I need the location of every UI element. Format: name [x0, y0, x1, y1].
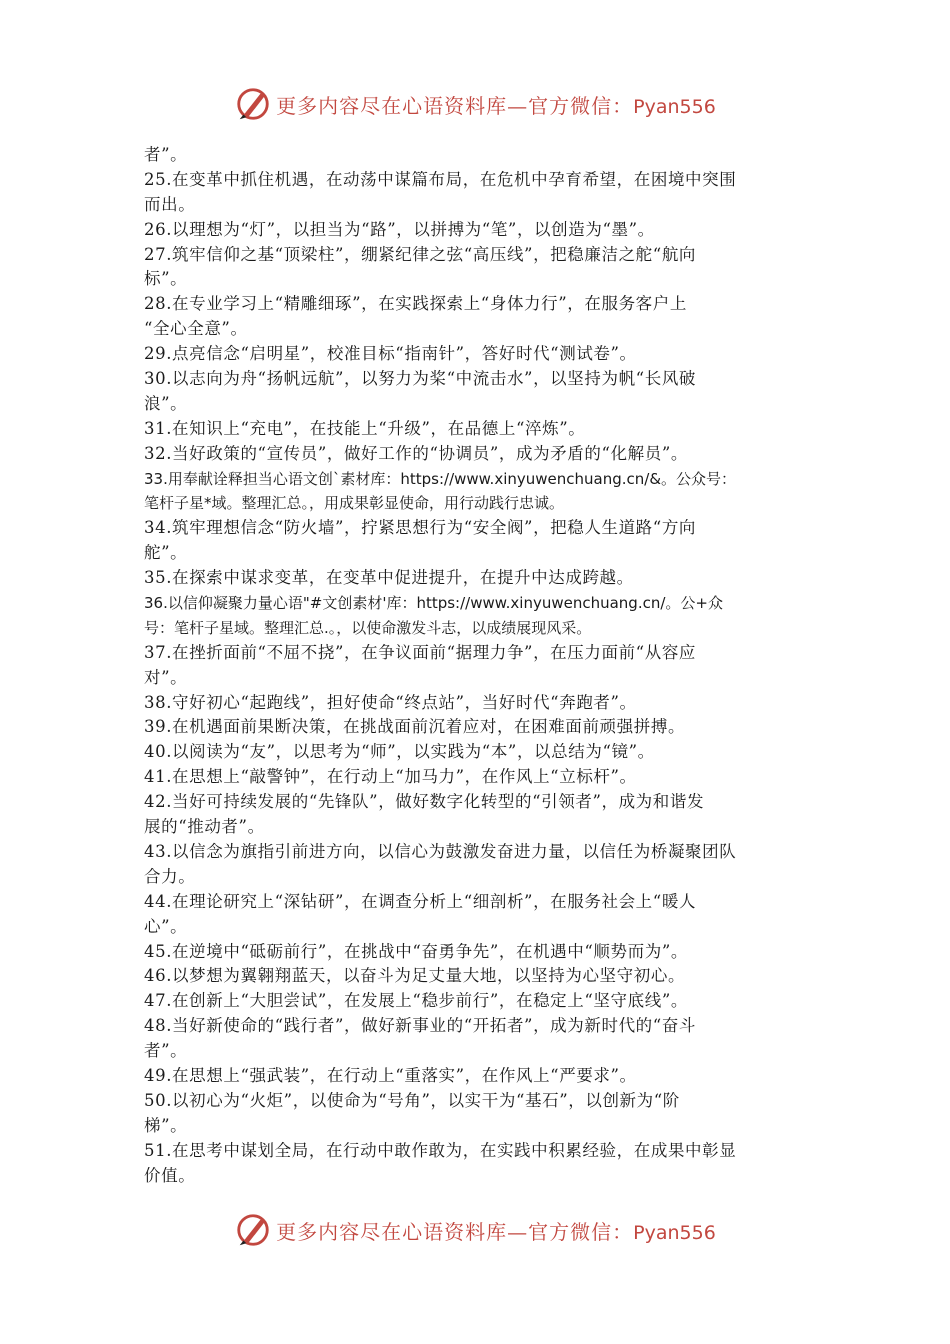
- text-line: 浪”。: [144, 393, 188, 413]
- text-line: 27.筑牢信仰之基“顶梁柱”，绷紧纪律之弦“高压线”，把稳廉洁之舵“航向: [144, 244, 697, 264]
- text-line: “全心全意”。: [144, 319, 248, 339]
- text-line: 35.在探索中谋求变革，在变革中促进提升，在提升中达成跨越。: [144, 568, 634, 588]
- text-line: 30.以志向为舟“扬帆远航”，以努力为桨“中流击水”，以坚持为帆“长风破: [144, 369, 697, 389]
- text-line: 对”。: [144, 667, 188, 687]
- text-line: 合力。: [144, 866, 196, 886]
- text-line: 展的“推动者”。: [144, 817, 265, 837]
- text-line: 51.在思考中谋划全局，在行动中敢作敢为，在实践中积累经验，在成果中彰显: [144, 1140, 737, 1160]
- text-line: 42.当好可持续发展的“先锋队”，做好数字化转型的“引领者”，成为和谐发: [144, 792, 705, 812]
- text-line: 笔杆子星*域。整理汇总。，用成果彰显使命，用行动践行忠诚。: [144, 494, 565, 513]
- text-line: 标”。: [144, 269, 188, 289]
- text-line: 44.在理论研究上“深钻研”，在调查分析上“细剖析”，在服务社会上“暖人: [144, 891, 697, 911]
- text-line: 25.在变革中抓住机遇，在动荡中谋篇布局，在危机中孕育希望，在困境中突围: [144, 169, 737, 189]
- text-line: 32.当好政策的“宣传员”，做好工作的“协调员”，成为矛盾的“化解员”。: [144, 443, 688, 463]
- pen-logo-icon: [234, 1211, 272, 1249]
- text-line: 46.以梦想为翼翱翔蓝天，以奋斗为足丈量大地，以坚持为心坚守初心。: [144, 966, 686, 986]
- text-line: 43.以信念为旗指引前进方向，以信心为鼓激发奋进力量，以信任为桥凝聚团队: [144, 841, 737, 861]
- text-line: 49.在思想上“强武装”，在行动上“重落实”，在作风上“严要求”。: [144, 1065, 637, 1085]
- text-line: 者”。: [144, 145, 188, 164]
- text-line: 38.守好初心“起跑线”，担好使命“终点站”，当好时代“奔跑者”。: [144, 692, 637, 712]
- text-line: 45.在逆境中“砥砺前行”，在挑战中“奋勇争先”，在机遇中“顺势而为”。: [144, 941, 688, 961]
- pen-logo-icon: [234, 85, 272, 123]
- text-line: 33.用奉献诠释担当心语文创`素材库：https://www.xinyuwenchuang.cn/&。公众号：: [144, 469, 737, 488]
- header-banner-text: 更多内容尽在心语资料库—官方微信：Pyan556: [276, 93, 716, 118]
- text-line: 40.以阅读为“友”，以思考为“师”，以实践为“本”，以总结为“镜”。: [144, 742, 655, 762]
- text-line: 28.在专业学习上“精雕细琢”，在实践探索上“身体力行”，在服务客户上: [144, 294, 687, 314]
- footer-banner: [0, 1208, 950, 1252]
- text-line: 26.以理想为“灯”，以担当为“路”，以拼搏为“笔”，以创造为“墨”。: [144, 219, 655, 239]
- text-line: 梯”。: [144, 1115, 188, 1135]
- text-line: 36.以信仰凝聚力量心语"#文创素材'库：https://www.xinyuwenchuang.cn/。公+众: [144, 594, 723, 613]
- document-body: [144, 143, 809, 1188]
- footer-banner-text: 更多内容尽在心语资料库—官方微信：Pyan556: [276, 1219, 716, 1244]
- text-line: 37.在挫折面前“不屈不挠”，在争议面前“据理力争”，在压力面前“从容应: [144, 642, 697, 662]
- text-line: 舵”。: [144, 543, 188, 563]
- text-line: 价值。: [144, 1165, 196, 1185]
- text-line: 者”。: [144, 1041, 188, 1061]
- text-line: 48.当好新使命的“践行者”，做好新事业的“开拓者”，成为新时代的“奋斗: [144, 1016, 697, 1036]
- text-line: 29.点亮信念“启明星”，校准目标“指南针”，答好时代“测试卷”。: [144, 344, 637, 364]
- text-line: 心”。: [144, 916, 188, 936]
- text-line: 47.在创新上“大胆尝试”，在发展上“稳步前行”，在稳定上“坚守底线”。: [144, 991, 688, 1011]
- text-line: 50.以初心为“火炬”，以使命为“号角”，以实干为“基石”，以创新为“阶: [144, 1090, 680, 1110]
- header-banner: [0, 82, 950, 126]
- text-line: 而出。: [144, 194, 196, 214]
- text-line: 41.在思想上“敲警钟”，在行动上“加马力”，在作风上“立标杆”。: [144, 767, 637, 787]
- text-line: 39.在机遇面前果断决策，在挑战面前沉着应对，在困难面前顽强拼搏。: [144, 717, 686, 737]
- text-line: 31.在知识上“充电”，在技能上“升级”，在品德上“淬炼”。: [144, 418, 586, 438]
- text-line: 号：笔杆子星域。整理汇总.。，以使命激发斗志，以成绩展现风采。: [144, 618, 592, 637]
- text-line: 34.筑牢理想信念“防火墙”，拧紧思想行为“安全阀”，把稳人生道路“方向: [144, 518, 697, 538]
